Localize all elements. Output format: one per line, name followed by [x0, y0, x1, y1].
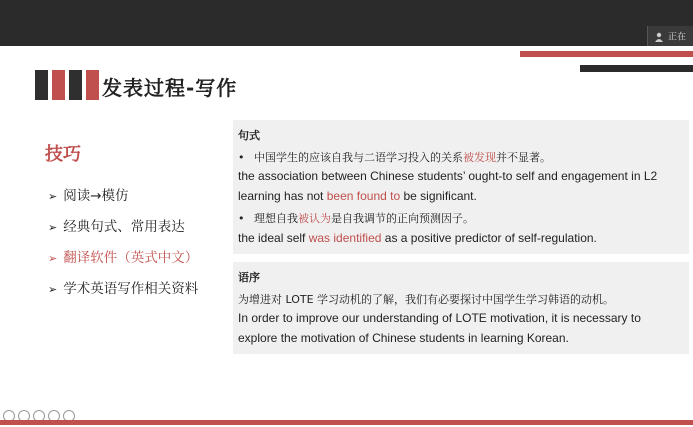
- panel-heading: 句式: [238, 129, 260, 142]
- tip-item: ➢ 经典句式、常用表达: [48, 219, 185, 235]
- sentence-pattern-panel: [233, 120, 689, 254]
- panel-heading: 语序: [238, 271, 260, 284]
- example-line-zh: • 中国学生的应该自我与二语学习投入的关系被发现并不显著。: [238, 151, 551, 164]
- tip-item: ➢ 学术英语写作相关资料: [48, 281, 199, 297]
- status-text: 正在: [668, 31, 687, 42]
- example-line-en: learning has not been found to be significant.: [238, 189, 477, 203]
- tip-item-active: ➢ 翻译软件（英式中文）: [48, 250, 199, 266]
- example-line-en: In order to improve our understanding of LOTE motivation, it is necessary to: [238, 311, 641, 325]
- bottom-accent-bar: [0, 420, 693, 425]
- status-chip[interactable]: [647, 26, 693, 46]
- top-bar: [0, 0, 693, 46]
- example-line-zh: • 理想自我被认为是自我调节的正向预测因子。: [238, 212, 474, 225]
- arrow-icon: ➢: [48, 221, 58, 234]
- arrow-icon: ➢: [48, 252, 58, 265]
- decor-bar-red: [520, 51, 693, 57]
- word-order-panel: [233, 262, 689, 354]
- tips-heading: 技巧: [45, 144, 81, 165]
- arrow-icon: ➢: [48, 190, 58, 203]
- tips-list: [48, 184, 198, 308]
- slide-title: 发表过程-写作: [102, 76, 238, 100]
- example-line-en: the association between Chinese students’ ought-to self and engagement in L2: [238, 169, 658, 183]
- user-icon: [654, 32, 664, 42]
- example-line-en: explore the motivation of Chinese students in learning Korean.: [238, 331, 569, 345]
- example-line-en: the ideal self was identified as a positive predictor of self-regulation.: [238, 231, 597, 245]
- example-line-zh: 为增进对 LOTE 学习动机的了解，我们有必要探讨中国学生学习韩语的动机。: [238, 293, 615, 306]
- decor-bar-dark: [580, 65, 693, 72]
- tip-item: ➢ 阅读→模仿: [48, 188, 129, 204]
- arrow-icon: ➢: [48, 283, 58, 296]
